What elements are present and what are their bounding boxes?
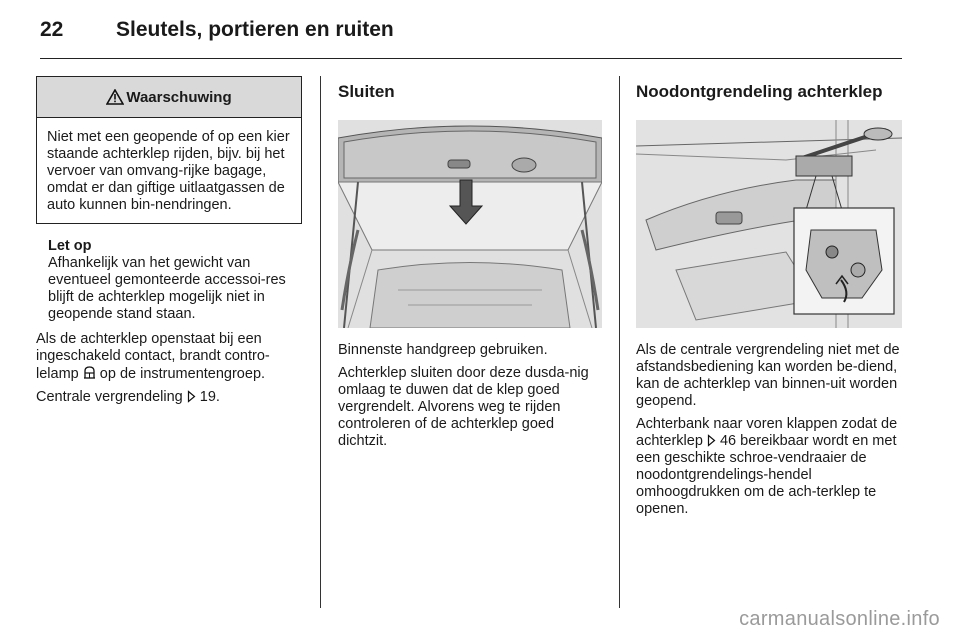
column-middle (338, 76, 602, 450)
paragraph-control-lamp (36, 331, 302, 383)
section-title-emergency-release: Noodontgrendeling achterklep (636, 82, 883, 101)
emergency-release-drawing (636, 120, 902, 328)
paragraph-remote-failure: Als de centrale vergrendeling niet met de afstandsbediening kan worden be-diend, kan de achterklep van binnen-uit worden geopend. (636, 342, 900, 409)
watermark: carmanualsonline.info (739, 608, 940, 630)
warning-header (37, 77, 301, 118)
warning-title: Waarschuwing (126, 88, 232, 106)
column-divider-right (619, 76, 620, 608)
warning-box (36, 76, 302, 224)
central-locking-page-ref: 19. (199, 389, 220, 405)
page-header (40, 14, 902, 59)
release-procedure-text-2: 46 bereikbaar wordt en met een geschikte schroe-vendraaier de noodontgrendelings-hendel omhoogdrukken om de ach-terklep te openen. (636, 433, 897, 517)
warning-triangle-icon (106, 89, 124, 105)
note-block (36, 238, 302, 323)
tailgate-closing-illustration (338, 120, 602, 328)
emergency-release-illustration (636, 120, 902, 328)
paragraph-control-lamp-text-2: op de instrumentengroep. (99, 366, 266, 382)
paragraph-close-tailgate: Achterklep sluiten door deze dusda-nig omlaag te duwen dat de klep goed vergrendelt. Alvorens weg te rijden controleren of de achterklep goed dichtzit. (338, 365, 589, 449)
column-right (636, 76, 902, 518)
ref-arrow-icon (707, 434, 716, 447)
page-title: Sleutels, portieren en ruiten (116, 18, 394, 41)
note-text: Afhankelijk van het gewicht van eventueel gemonteerde accessoi-res blijft de achterklep mogelijk niet in geopende stand staan. (48, 255, 286, 322)
page-number: 22 (40, 18, 64, 41)
release-procedure-text-1: Achterbank naar voren klappen zodat de achterklep (636, 416, 898, 449)
paragraph-control-lamp-text-1: Als de achterklep openstaat bij een ingeschakeld contact, brandt contro-lelamp (36, 331, 270, 382)
tailgate-lamp-icon (83, 365, 96, 380)
central-locking-text: Centrale vergrendeling (36, 389, 183, 405)
section-title-sluiten: Sluiten (338, 82, 395, 101)
column-left (36, 76, 302, 406)
warning-text: Niet met een geopende of op een kier staande achterklep rijden, bijv. bij het vervoer van omvang-rijke bagage, omdat er dan giftige uitlaatgassen de auto kunnen bin-nendringen. (47, 129, 290, 213)
tailgate-closing-drawing (338, 120, 602, 328)
ref-arrow-icon (187, 390, 196, 403)
note-title: Let op (48, 238, 92, 254)
paragraph-use-handle: Binnenste handgreep gebruiken. (338, 342, 548, 358)
paragraph-release-procedure (636, 416, 902, 518)
paragraph-central-locking (36, 389, 302, 406)
column-divider-left (320, 76, 321, 608)
